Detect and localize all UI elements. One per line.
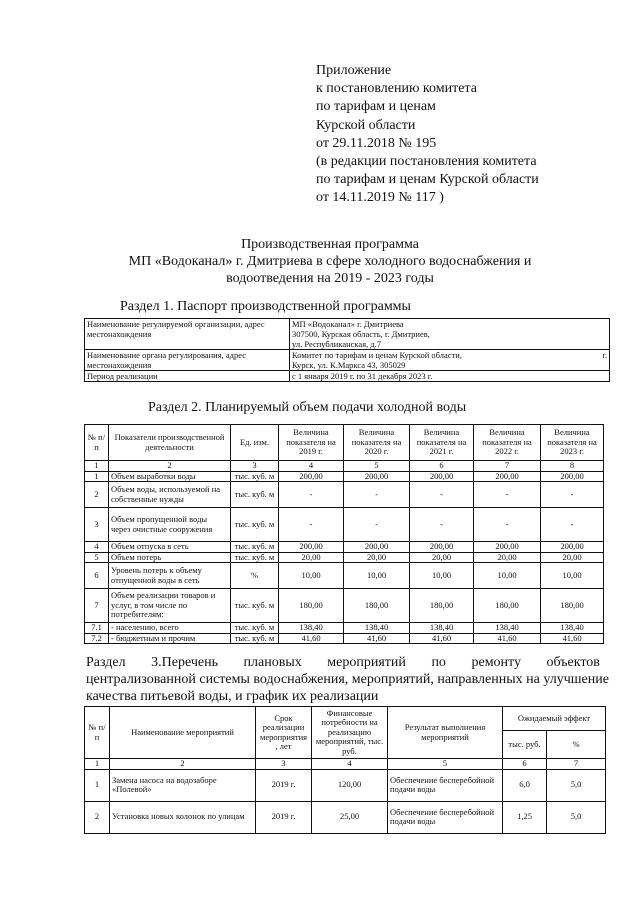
header-cell: Величина показателя на 2022 г. [474, 425, 541, 461]
table-cell [290, 319, 610, 350]
table-cell: 41,60 [410, 633, 474, 644]
header-cell: % [547, 731, 606, 759]
column-number: 3 [256, 759, 312, 770]
table-row [85, 801, 606, 833]
table-cell: 3 [85, 508, 109, 542]
table-cell: 5 [85, 552, 109, 563]
table-cell: - населению, всего [109, 623, 231, 634]
table-cell: 5,0 [547, 769, 606, 801]
table-cell: 180,00 [279, 589, 344, 623]
approval-line: Приложение [316, 63, 392, 78]
title-line: МП «Водоканал» г. Дмитриева в сфере холодного водоснабжения и [128, 254, 532, 269]
table-cell: 200,00 [279, 471, 344, 482]
table-cell: 10,00 [344, 563, 410, 589]
heading-word: 3.Перечень [151, 655, 218, 670]
table-cell: 10,00 [541, 563, 604, 589]
table-cell: 20,00 [279, 552, 344, 563]
table-cell: 10,00 [410, 563, 474, 589]
table-cell: - [344, 508, 410, 542]
cell-line: МП «Водоканал» г. Дмитриева [292, 319, 404, 329]
table-cell: - бюджетным и прочим [109, 633, 231, 644]
table-cell: 41,60 [474, 633, 541, 644]
header-cell: № п/п [85, 425, 109, 461]
table-row [85, 633, 604, 644]
column-number: 8 [541, 461, 604, 472]
table-cell: Замена насоса на водозаборе «Полевой» [110, 769, 256, 801]
table-cell: 6 [85, 563, 109, 589]
table-cell: 138,40 [541, 623, 604, 634]
header-cell: тыс. руб. [503, 731, 547, 759]
table-cell: тыс. куб. м [231, 623, 279, 634]
table-cell: 7.2 [85, 633, 109, 644]
table-cell: тыс. куб. м [231, 589, 279, 623]
header-cell: Величина показателя на 2019 г. [279, 425, 344, 461]
table-header-row [85, 707, 606, 731]
column-number: 6 [503, 759, 547, 770]
table-row [85, 350, 610, 371]
table-cell: Объем пропущенной воды через очистные сооружения [109, 508, 231, 542]
table-cell: 200,00 [344, 542, 410, 553]
table-cell: 2 [85, 801, 110, 833]
table-row [85, 552, 604, 563]
table-cell: 2019 г. [256, 801, 312, 833]
title-line: Производственная программа [241, 237, 419, 252]
table-cell: тыс. куб. м [231, 508, 279, 542]
header-cell: Ожидаемый эффект [503, 707, 606, 731]
table-cell: 5,0 [547, 801, 606, 833]
column-number: 1 [85, 461, 109, 472]
section3-heading-line1 [86, 654, 600, 671]
table-row [85, 589, 604, 623]
table-cell: 180,00 [541, 589, 604, 623]
table-cell: - [541, 482, 604, 508]
table-cell: Объем отпуска в сеть [109, 542, 231, 553]
column-number-row [85, 759, 606, 770]
header-cell: Срок реализации мероприятия , лет [256, 707, 312, 759]
table-cell: Объем реализации товаров и услуг, в том числе по потребителям: [109, 589, 231, 623]
header-cell: Наименование мероприятий [110, 707, 256, 759]
table-cell: Период реализации [85, 371, 290, 382]
approval-line: по тарифам и ценам Курской области [316, 172, 539, 188]
table-cell: Уровень потерь к объему отпущенной воды в сеть [109, 563, 231, 589]
approval-line: по тарифам и ценам [316, 99, 436, 115]
column-number-row [85, 461, 604, 472]
approval-line: к постановлению комитета [316, 81, 477, 97]
table-cell: с 1 января 2019 г. по 31 декабря 2023 г. [290, 371, 610, 382]
header-cell: № п/п [85, 707, 110, 759]
table-cell: 20,00 [474, 552, 541, 563]
document-title [60, 236, 600, 287]
table-row [85, 319, 610, 350]
table-cell: 200,00 [541, 542, 604, 553]
table-cell: тыс. куб. м [231, 471, 279, 482]
approval-line: от 14.11.2019 № 117 ) [316, 190, 444, 206]
table-cell: 7.1 [85, 623, 109, 634]
cell-line: Комитет по тарифам и ценам Курской области, [292, 350, 462, 360]
table-cell: - [410, 482, 474, 508]
column-number: 7 [474, 461, 541, 472]
volume-table [84, 424, 604, 644]
table-cell: % [231, 563, 279, 589]
column-number: 4 [312, 759, 388, 770]
table-cell: Наименование регулируемой организации, адрес местонахождения [85, 319, 290, 350]
table-cell: 1 [85, 769, 110, 801]
table-cell: 180,00 [474, 589, 541, 623]
table-cell: 4 [85, 542, 109, 553]
table-cell: 1,25 [503, 801, 547, 833]
table-cell: Объем воды, используемой на собственные нужды [109, 482, 231, 508]
header-cell: Результат выполнения мероприятий [388, 707, 503, 759]
section3-heading-line2: централизованной системы водоснабжения, мероприятий, направленных на улучшение [86, 672, 609, 687]
table-cell: 41,60 [279, 633, 344, 644]
table-cell: 7 [85, 589, 109, 623]
table-cell: 200,00 [474, 471, 541, 482]
table-cell: 2 [85, 482, 109, 508]
column-number: 6 [410, 461, 474, 472]
section1-heading: Раздел 1. Паспорт производственной программы [120, 299, 411, 314]
table-cell: 200,00 [410, 542, 474, 553]
table-row [85, 623, 604, 634]
table-cell: 138,40 [474, 623, 541, 634]
table-row [85, 542, 604, 553]
heading-word: мероприятий [327, 655, 406, 670]
table-cell: - [474, 508, 541, 542]
table-cell: тыс. куб. м [231, 552, 279, 563]
heading-word: объектов [546, 655, 600, 670]
heading-word: Раздел [86, 655, 126, 670]
table-header-row [85, 425, 604, 461]
cell-line: Курск, ул. К.Маркса 43, 305029 [292, 360, 406, 370]
table-cell: тыс. куб. м [231, 633, 279, 644]
table-cell: 41,60 [344, 633, 410, 644]
table-cell: - [410, 508, 474, 542]
cell-line: 307500, Курская область, г. Дмитриев, [292, 329, 430, 339]
table-row [85, 563, 604, 589]
table-cell: 200,00 [474, 542, 541, 553]
section3-heading-line3: качества питьевой воды, и график их реализации [86, 689, 379, 704]
table-row [85, 471, 604, 482]
section3-heading [88, 654, 608, 705]
table-row [85, 769, 606, 801]
table-cell: 200,00 [344, 471, 410, 482]
table-cell: - [279, 508, 344, 542]
passport-table [84, 318, 610, 382]
approval-line: (в редакции постановления комитета [316, 154, 537, 170]
column-number: 2 [110, 759, 256, 770]
table-cell: - [279, 482, 344, 508]
table-cell: Обеспечение бесперебойной подачи воды [388, 801, 503, 833]
table-cell: - [474, 482, 541, 508]
header-cell: Величина показателя на 2020 г. [344, 425, 410, 461]
table-cell: 20,00 [541, 552, 604, 563]
heading-word: плановых [243, 655, 302, 670]
table-cell: 2019 г. [256, 769, 312, 801]
table-cell: тыс. куб. м [231, 482, 279, 508]
cell-line: ул. Республиканская, д.7 [292, 339, 382, 349]
table-cell: 138,40 [410, 623, 474, 634]
table-cell: - [541, 508, 604, 542]
column-number: 1 [85, 759, 110, 770]
table-cell: 1 [85, 471, 109, 482]
table-cell: 20,00 [410, 552, 474, 563]
table-cell: 120,00 [312, 769, 388, 801]
table-cell: 200,00 [541, 471, 604, 482]
heading-word: по [431, 655, 446, 670]
table-cell: 200,00 [279, 542, 344, 553]
table-cell: Установка новых колонок по улицам [110, 801, 256, 833]
approval-line: от 29.11.2018 № 195 [316, 135, 437, 151]
table-cell: 200,00 [410, 471, 474, 482]
table-cell: 25,00 [312, 801, 388, 833]
table-cell: - [344, 482, 410, 508]
table-row [85, 482, 604, 508]
table-cell: тыс. куб. м [231, 542, 279, 553]
column-number: 7 [547, 759, 606, 770]
table-cell: Объем потерь [109, 552, 231, 563]
header-cell: Величина показателя на 2021 г. [410, 425, 474, 461]
table-cell: 180,00 [344, 589, 410, 623]
table-cell: 138,40 [279, 623, 344, 634]
title-line: водоотведения на 2019 - 2023 годы [226, 271, 434, 286]
approval-line: Курской области [316, 117, 416, 133]
table-cell: 180,00 [410, 589, 474, 623]
column-number: 5 [344, 461, 410, 472]
column-number: 2 [109, 461, 231, 472]
header-cell: Величина показателя на 2023 г. [541, 425, 604, 461]
measures-table [84, 706, 606, 834]
table-cell: 138,40 [344, 623, 410, 634]
table-cell [290, 350, 610, 371]
header-cell: Финансовые потребности на реализацию мероприятий, тыс. руб. [312, 707, 388, 759]
section2-heading: Раздел 2. Планируемый объем подачи холодной воды [148, 400, 467, 415]
table-cell: Объем выработки воды [109, 471, 231, 482]
column-number: 4 [279, 461, 344, 472]
table-cell: 10,00 [474, 563, 541, 589]
table-row [85, 508, 604, 542]
column-number: 5 [388, 759, 503, 770]
heading-word: ремонту [471, 655, 521, 670]
header-cell: Показатели производственной деятельности [109, 425, 231, 461]
table-cell: 20,00 [344, 552, 410, 563]
table-cell: 10,00 [279, 563, 344, 589]
column-number: 3 [231, 461, 279, 472]
table-cell: Обеспечение бесперебойной подачи воды [388, 769, 503, 801]
header-cell: Ед. изм. [231, 425, 279, 461]
table-row [85, 371, 610, 382]
cell-line: г. [602, 350, 607, 360]
table-cell: 6,0 [503, 769, 547, 801]
approval-block [316, 62, 539, 208]
table-cell: 41,60 [541, 633, 604, 644]
table-cell: Наименование органа регулирования, адрес местонахождения [85, 350, 290, 371]
